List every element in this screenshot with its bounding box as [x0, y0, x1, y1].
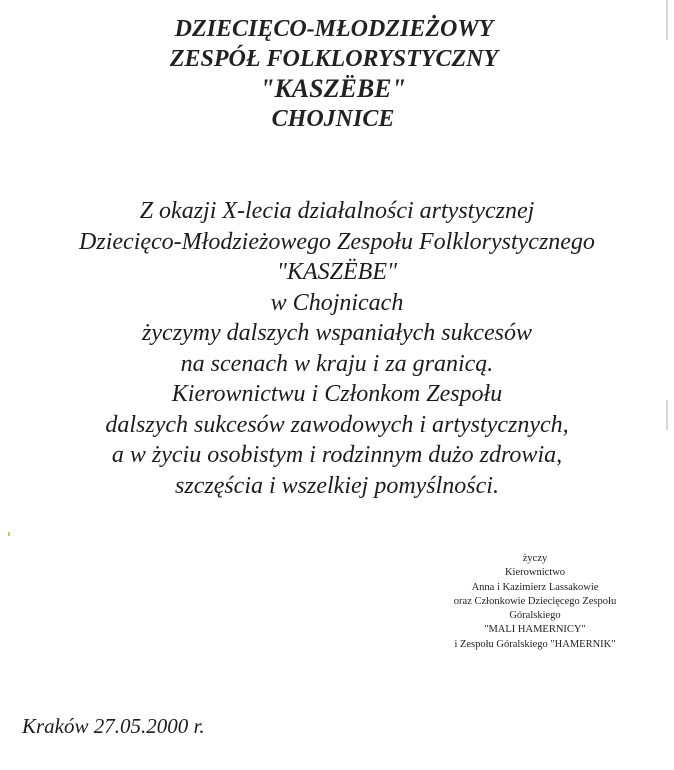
scan-edge-mark — [666, 400, 668, 430]
body-line: Dziecięco-Młodzieżowego Zespołu Folklorystycznego — [79, 228, 595, 255]
body-line: dalszych sukcesów zawodowych i artystycznych, — [105, 411, 569, 438]
body-line: w Chojnicach — [270, 289, 404, 316]
signature-line: życzy — [522, 553, 548, 564]
document-header — [0, 14, 674, 134]
body-line: na scenach w kraju i za granicą. — [180, 350, 494, 377]
body-line: szczęścia i wszelkiej pomyślności. — [175, 472, 499, 499]
signature-block — [400, 552, 670, 652]
body-line: życzymy dalszych wspaniałych sukcesów — [142, 320, 532, 346]
signature-line: "MALI HAMERNICY" — [484, 624, 586, 636]
header-line-2: ZESPÓŁ FOLKLORYSTYCZNY — [169, 46, 499, 72]
greeting-body — [0, 196, 674, 501]
scan-speck — [8, 532, 10, 536]
signature-line: oraz Członkowie Dziecięcego Zespołu — [453, 595, 617, 607]
body-line: a w życiu osobistym i rodzinnym dużo zdrowia, — [111, 442, 563, 468]
signature-line: Anna i Kazimierz Lassakowie — [471, 581, 599, 593]
header-ensemble-name: "KASZËBE" — [260, 74, 406, 103]
body-line: Kierownictwu i Członkom Zespołu — [171, 381, 503, 407]
body-line: Z okazji X-lecia działalności artystycznej — [139, 198, 535, 224]
header-city: CHOJNICE — [271, 106, 395, 132]
header-line-1: DZIECIĘCO-MŁODZIEŻOWY — [174, 16, 494, 42]
signature-line: Kierownictwo — [504, 567, 566, 579]
signature-line: i Zespołu Góralskiego "HAMERNIK" — [454, 638, 616, 650]
scan-edge-mark — [666, 0, 668, 40]
signature-line: Góralskiego — [509, 610, 561, 622]
body-line: "KASZËBE" — [276, 259, 398, 285]
place-and-date: Kraków 27.05.2000 r. — [22, 714, 205, 738]
